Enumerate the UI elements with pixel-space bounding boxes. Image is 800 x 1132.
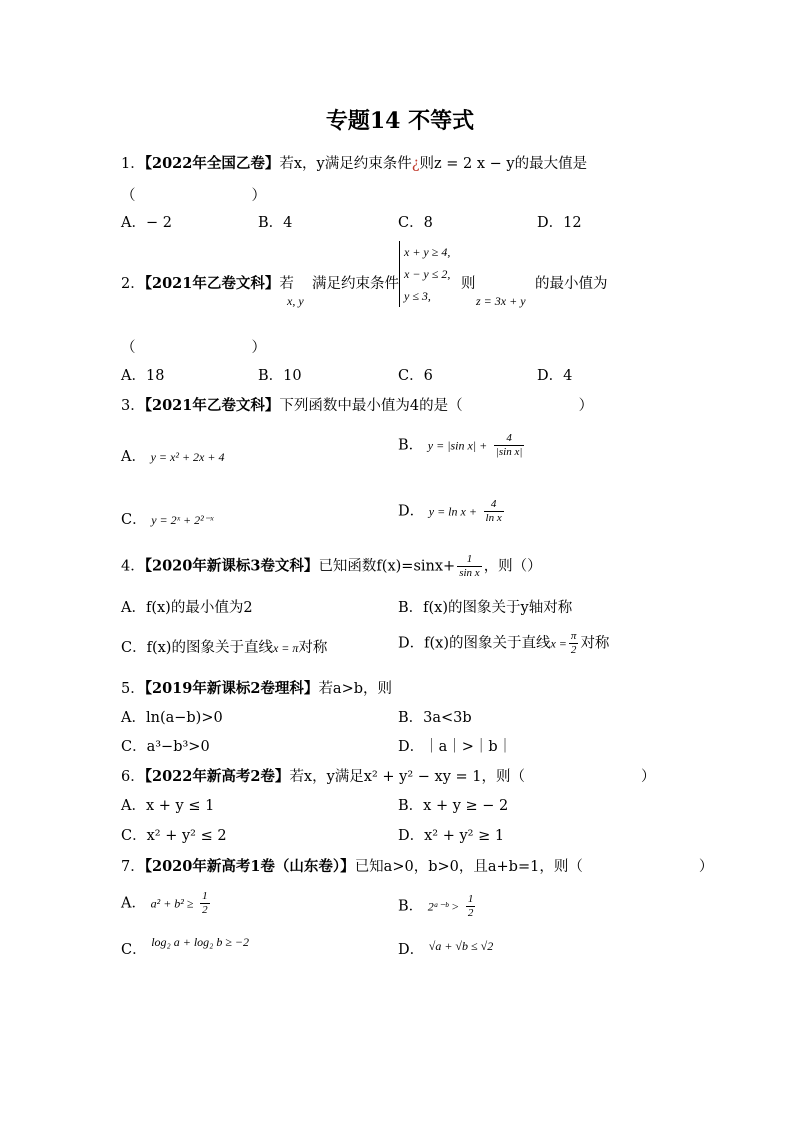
option-a xyxy=(121,447,224,467)
option-c xyxy=(121,935,250,960)
constraint-line: x + y ≥ 4, xyxy=(404,245,451,259)
question-number: 7． xyxy=(121,859,145,875)
option-expression: 2ᵃ⁻ᵇ > xyxy=(427,899,460,914)
fraction-numerator: π xyxy=(570,630,577,642)
question-text: 若a>b，则 xyxy=(318,681,393,697)
option-text-cont: 对称 xyxy=(298,640,328,656)
option-label: C． xyxy=(121,942,147,958)
option-c: C．6 xyxy=(398,368,433,384)
fraction-denominator: sin x xyxy=(459,567,480,579)
option-expression: log₂ a + log₂ b ≥ −2 xyxy=(151,935,250,949)
fraction xyxy=(569,630,579,657)
question-source-tag: 【2022年全国乙卷】 xyxy=(144,155,280,172)
option-label: D． xyxy=(398,942,425,958)
question-text: 已知函数f(x)=sinx+ xyxy=(318,558,456,575)
question-text-cont: 则 xyxy=(461,276,476,292)
option-b: B．10 xyxy=(258,368,302,384)
question-source-tag: 【2021年乙卷文科】 xyxy=(144,275,280,292)
question-5 xyxy=(121,679,392,699)
question-text-cont: 的最小值为 xyxy=(535,276,608,292)
fraction xyxy=(200,890,210,917)
option-a: A．− 2 xyxy=(121,215,172,231)
option-expression: y = x² + 2x + 4 xyxy=(150,450,225,464)
question-text: 若x，y满足x² + y² − xy = 1，则（ ） xyxy=(289,769,656,785)
fraction-denominator: ln x xyxy=(485,512,502,524)
question-3 xyxy=(121,396,593,416)
option-label: B． xyxy=(398,437,424,454)
option-c: C．a³−b³>0 xyxy=(121,739,210,755)
question-source-tag: 【2021年乙卷文科】 xyxy=(144,397,280,414)
option-b: B．x + y ≥ − 2 xyxy=(398,798,509,814)
option-a xyxy=(121,890,212,917)
fraction-numerator: 1 xyxy=(467,893,474,905)
fraction-numerator: 1 xyxy=(202,890,208,902)
broken-glyph: ¿ xyxy=(411,156,420,172)
option-text-cont: 对称 xyxy=(580,635,610,652)
option-label: C． xyxy=(121,512,147,528)
option-a: A．ln(a−b)>0 xyxy=(121,710,223,726)
option-expression: x = π xyxy=(272,641,299,655)
question-number: 4． xyxy=(121,558,145,575)
option-expression: √a + √b ≤ √2 xyxy=(428,939,494,953)
option-text: C．f(x)的图象关于直线 xyxy=(121,640,273,656)
option-label: A． xyxy=(121,895,146,912)
question-text: 若 xyxy=(279,276,294,292)
option-d: D．x² + y² ≥ 1 xyxy=(398,828,505,844)
constraint-line: y ≤ 3, xyxy=(404,289,431,303)
fraction-numerator: 4 xyxy=(494,432,525,446)
fraction-numerator: 1 xyxy=(457,553,481,567)
option-expression: x = xyxy=(550,636,567,651)
option-d xyxy=(398,630,609,657)
question-source-tag: 【2019年新课标2卷理科】 xyxy=(144,680,319,697)
question-number: 6． xyxy=(121,769,145,785)
option-d xyxy=(398,940,493,960)
question-number: 5． xyxy=(121,681,145,697)
option-c: C．x² + y² ≤ 2 xyxy=(121,828,227,844)
question-7 xyxy=(121,857,713,877)
fraction-denominator: 2 xyxy=(467,907,474,919)
option-b xyxy=(398,893,477,920)
fraction-denominator: 2 xyxy=(202,904,208,916)
option-b: B．3a<3b xyxy=(398,710,472,726)
question-text-cont: 则z = 2 x − y的最大值是 xyxy=(419,156,588,172)
option-c: C．8 xyxy=(398,215,433,231)
question-text-cont: 满足约束条件 xyxy=(312,276,399,292)
question-number: 1． xyxy=(121,156,145,172)
option-expression: y = |sin x| + xyxy=(427,438,488,453)
fraction-denominator: 2 xyxy=(570,644,577,656)
question-4 xyxy=(121,553,542,580)
option-label: A． xyxy=(121,449,146,465)
fraction xyxy=(457,553,481,580)
question-1 xyxy=(121,154,587,174)
answer-paren: （ ） xyxy=(121,188,266,204)
option-c xyxy=(121,510,213,530)
answer-paren: （ ） xyxy=(121,340,266,356)
option-d: D．4 xyxy=(537,368,573,384)
option-label: B． xyxy=(398,898,424,915)
option-a: A．f(x)的最小值为2 xyxy=(121,600,253,616)
question-number: 2． xyxy=(121,276,145,292)
page-title: 专题14 不等式 xyxy=(325,108,475,134)
option-label: D． xyxy=(398,503,425,520)
option-b: B．4 xyxy=(258,215,293,231)
question-number: 3． xyxy=(121,398,145,414)
fraction-numerator: 4 xyxy=(484,498,504,512)
fraction xyxy=(484,498,504,525)
option-text: D．f(x)的图象关于直线 xyxy=(398,635,551,652)
option-d xyxy=(398,498,506,525)
option-expression: a² + b² ≥ xyxy=(150,896,194,911)
option-a: A．18 xyxy=(121,368,165,384)
question-2 xyxy=(121,274,294,294)
option-b xyxy=(398,432,526,459)
fraction xyxy=(494,432,525,459)
question-text: 若x，y满足约束条件 xyxy=(279,156,412,172)
constraint-line: x − y ≤ 2, xyxy=(404,267,451,281)
question-6 xyxy=(121,767,656,787)
question-text: 已知a>0，b>0，且a+b=1，则（ ） xyxy=(354,859,714,875)
fraction xyxy=(466,893,476,920)
option-c xyxy=(121,638,327,658)
fraction-denominator: |sin x| xyxy=(495,446,523,458)
option-expression: y = 2ˣ + 2²⁻ˣ xyxy=(151,513,214,527)
question-source-tag: 【2022年新高考2卷】 xyxy=(144,768,290,785)
option-d: D．12 xyxy=(537,215,582,231)
question-text: 下列函数中最小值为4的是（ ） xyxy=(279,398,594,414)
question-source-tag: 【2020年新高考1卷（山东卷）】 xyxy=(144,858,355,875)
option-expression: y = ln x + xyxy=(428,504,477,519)
question-text-cont: ，则（） xyxy=(483,558,542,575)
option-b: B．f(x)的图象关于y轴对称 xyxy=(398,600,573,616)
option-d: D．｜a｜>｜b｜ xyxy=(398,739,513,755)
option-a: A．x + y ≤ 1 xyxy=(121,798,215,814)
question-source-tag: 【2020年新课标3卷文科】 xyxy=(144,557,319,575)
objective-expression: z = 3x + y xyxy=(476,294,526,308)
constraint-system xyxy=(399,241,450,307)
variables-label: x, y xyxy=(287,294,304,308)
